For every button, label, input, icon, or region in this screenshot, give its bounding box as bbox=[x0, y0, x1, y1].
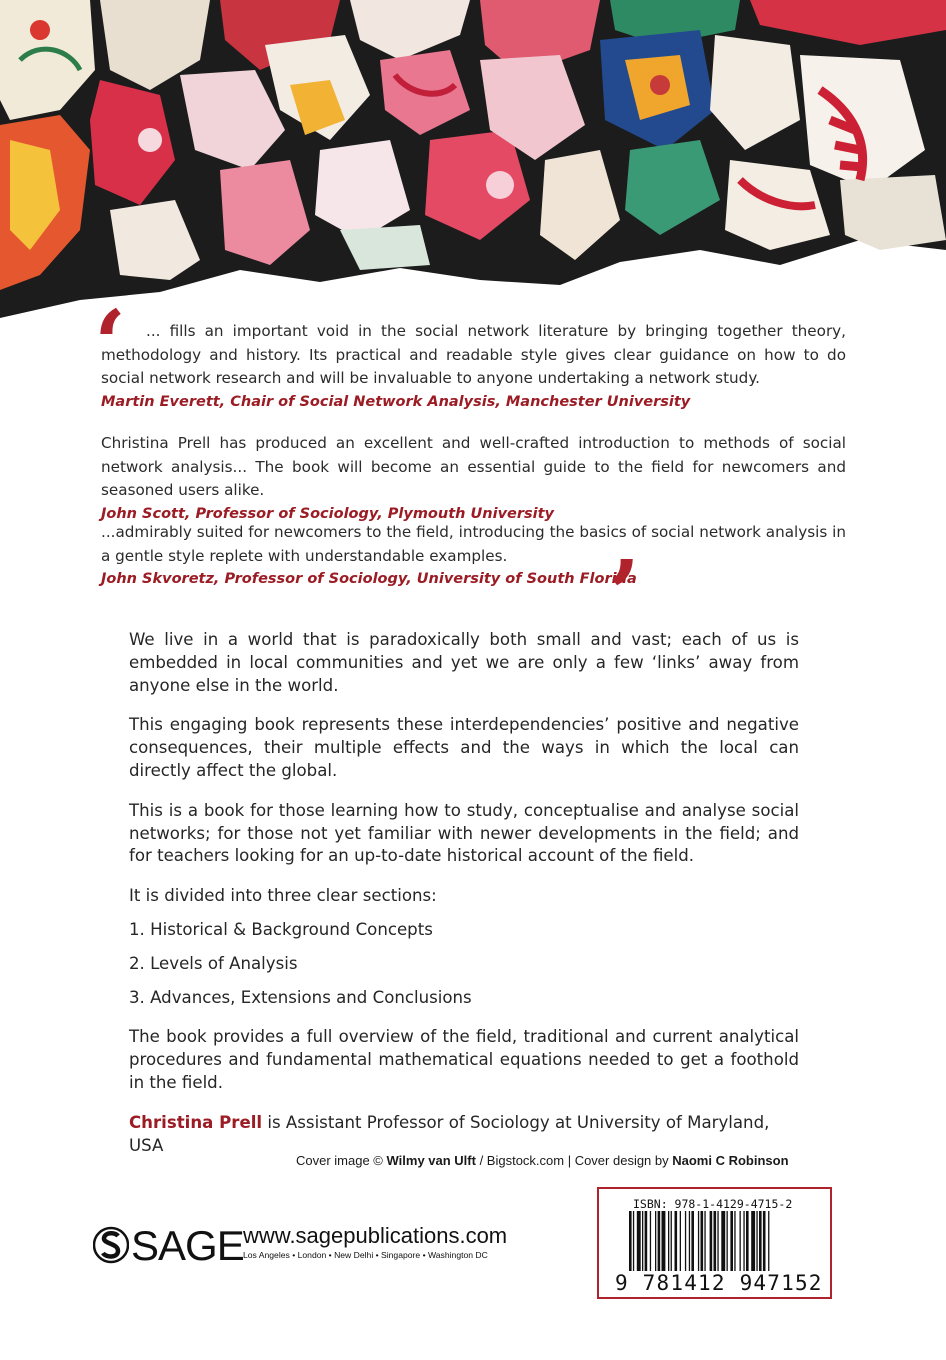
review-2-text: Christina Prell has produced an excellent and well-crafted introduction to methods of social network analysis... The book will become an essential guide to the field for newcomers and seasoned users alike. bbox=[101, 434, 846, 499]
mosaic-cover-image bbox=[0, 0, 946, 330]
barcode-bar bbox=[629, 1211, 632, 1271]
section-item-2: 2. Levels of Analysis bbox=[129, 953, 298, 973]
description-paragraph-1: We live in a world that is paradoxically both small and vast; each of us is embedded in local communities and yet we are only a few ‘links’ away from anyone else in the world. bbox=[129, 630, 799, 695]
credits-designer: Naomi C Robinson bbox=[672, 1153, 789, 1168]
author-name: Christina Prell bbox=[129, 1112, 263, 1132]
publisher-cities: Los Angeles • London • New Delhi • Singapore • Washington DC bbox=[243, 1250, 488, 1260]
review-3 bbox=[101, 521, 846, 592]
barcode-bar bbox=[668, 1211, 669, 1271]
barcode-bar bbox=[671, 1211, 672, 1271]
sage-wordmark: SAGE bbox=[131, 1222, 244, 1269]
barcode-bar bbox=[717, 1211, 718, 1271]
barcode-bar bbox=[721, 1211, 725, 1271]
review-3-attribution: John Skvoretz, Professor of Sociology, University of South Florida bbox=[101, 571, 637, 587]
isbn-barcode bbox=[597, 1187, 832, 1299]
author-bio bbox=[129, 1112, 799, 1158]
barcode-bar bbox=[710, 1211, 713, 1271]
barcode-bar bbox=[759, 1211, 762, 1271]
section-item-3: 3. Advances, Extensions and Conclusions bbox=[129, 987, 472, 1007]
barcode-bar bbox=[698, 1211, 699, 1271]
barcode-bar bbox=[768, 1211, 769, 1271]
isbn-label: ISBN: 978-1-4129-4715-2 bbox=[633, 1197, 793, 1211]
barcode-digits: 9 781412 947152 bbox=[615, 1271, 823, 1295]
description-paragraph-3: This is a book for those learning how to study, conceptualise and analyse social networks; for those not yet familiar with newer developments in the field; and for teachers looking for an up-to-date historical account of the field. bbox=[129, 800, 799, 866]
barcode-bar bbox=[756, 1211, 757, 1271]
barcode-bars bbox=[629, 1211, 807, 1271]
section-item-1: 1. Historical & Background Concepts bbox=[129, 919, 433, 939]
sections-intro: It is divided into three clear sections: bbox=[129, 886, 437, 906]
barcode-bar bbox=[727, 1211, 728, 1271]
barcode-bar bbox=[680, 1211, 681, 1271]
open-quote-mark: ‘ bbox=[94, 290, 127, 398]
barcode-bar bbox=[714, 1211, 717, 1271]
barcode-bar bbox=[650, 1211, 651, 1271]
book-description bbox=[129, 629, 799, 1174]
review-1-attribution: Martin Everett, Chair of Social Network Analysis, Manchester University bbox=[101, 393, 691, 410]
review-1-text: ... fills an important void in the social network literature by bringing together theory, methodology and history. Its practical and readable style gives clear guidance on how to do social network research and will be invaluable to anyone undertaking a network study. bbox=[101, 322, 846, 387]
credits-prefix: Cover image © bbox=[296, 1153, 387, 1168]
barcode-bar bbox=[662, 1211, 666, 1271]
review-3-text: ...admirably suited for newcomers to the field, introducing the basics of social network analysis in a gentle style replete with understandable examples. bbox=[101, 523, 846, 565]
credits-photographer: Wilmy van Ulft bbox=[386, 1153, 476, 1168]
barcode-bar bbox=[740, 1211, 741, 1271]
barcode-bar bbox=[655, 1211, 656, 1271]
review-2 bbox=[101, 432, 846, 526]
cover-credits bbox=[296, 1153, 789, 1168]
barcode-bar bbox=[763, 1211, 766, 1271]
description-paragraph-2: This engaging book represents these interdependencies’ positive and negative consequences, their multiple effects and the ways in which the local can directly affect the global. bbox=[129, 715, 799, 780]
barcode-bar bbox=[730, 1211, 733, 1271]
credits-source: / Bigstock.com | Cover design by bbox=[475, 1153, 673, 1168]
barcode-bar bbox=[637, 1211, 641, 1271]
barcode-bar bbox=[633, 1211, 634, 1271]
barcode-bar bbox=[751, 1211, 755, 1271]
barcode-bar bbox=[691, 1211, 694, 1271]
author-bio-text: is Assistant Professor of Sociology at University of Maryland, USA bbox=[129, 1112, 770, 1155]
barcode-bar bbox=[645, 1211, 648, 1271]
barcode-bar bbox=[701, 1211, 704, 1271]
publisher-url[interactable]: www.sagepublications.com bbox=[243, 1223, 508, 1248]
barcode-bar bbox=[689, 1211, 690, 1271]
publisher-logo bbox=[93, 1220, 523, 1280]
review-1 bbox=[101, 320, 846, 414]
barcode-bar bbox=[658, 1211, 661, 1271]
close-quote-mark: ’ bbox=[608, 540, 641, 648]
barcode-bar bbox=[743, 1211, 744, 1271]
barcode-bar bbox=[704, 1211, 705, 1271]
barcode-bar bbox=[746, 1211, 749, 1271]
description-paragraph-4: The book provides a full overview of the field, traditional and current analytical procedures and fundamental mathematical equations needed to get a foothold in the field. bbox=[129, 1027, 799, 1092]
barcode-bar bbox=[734, 1211, 735, 1271]
barcode-bar bbox=[642, 1211, 643, 1271]
sage-s-icon bbox=[93, 1223, 129, 1267]
barcode-bar bbox=[675, 1211, 678, 1271]
review-2-attribution: John Scott, Professor of Sociology, Plymouth University bbox=[101, 505, 555, 522]
barcode-bar bbox=[685, 1211, 686, 1271]
